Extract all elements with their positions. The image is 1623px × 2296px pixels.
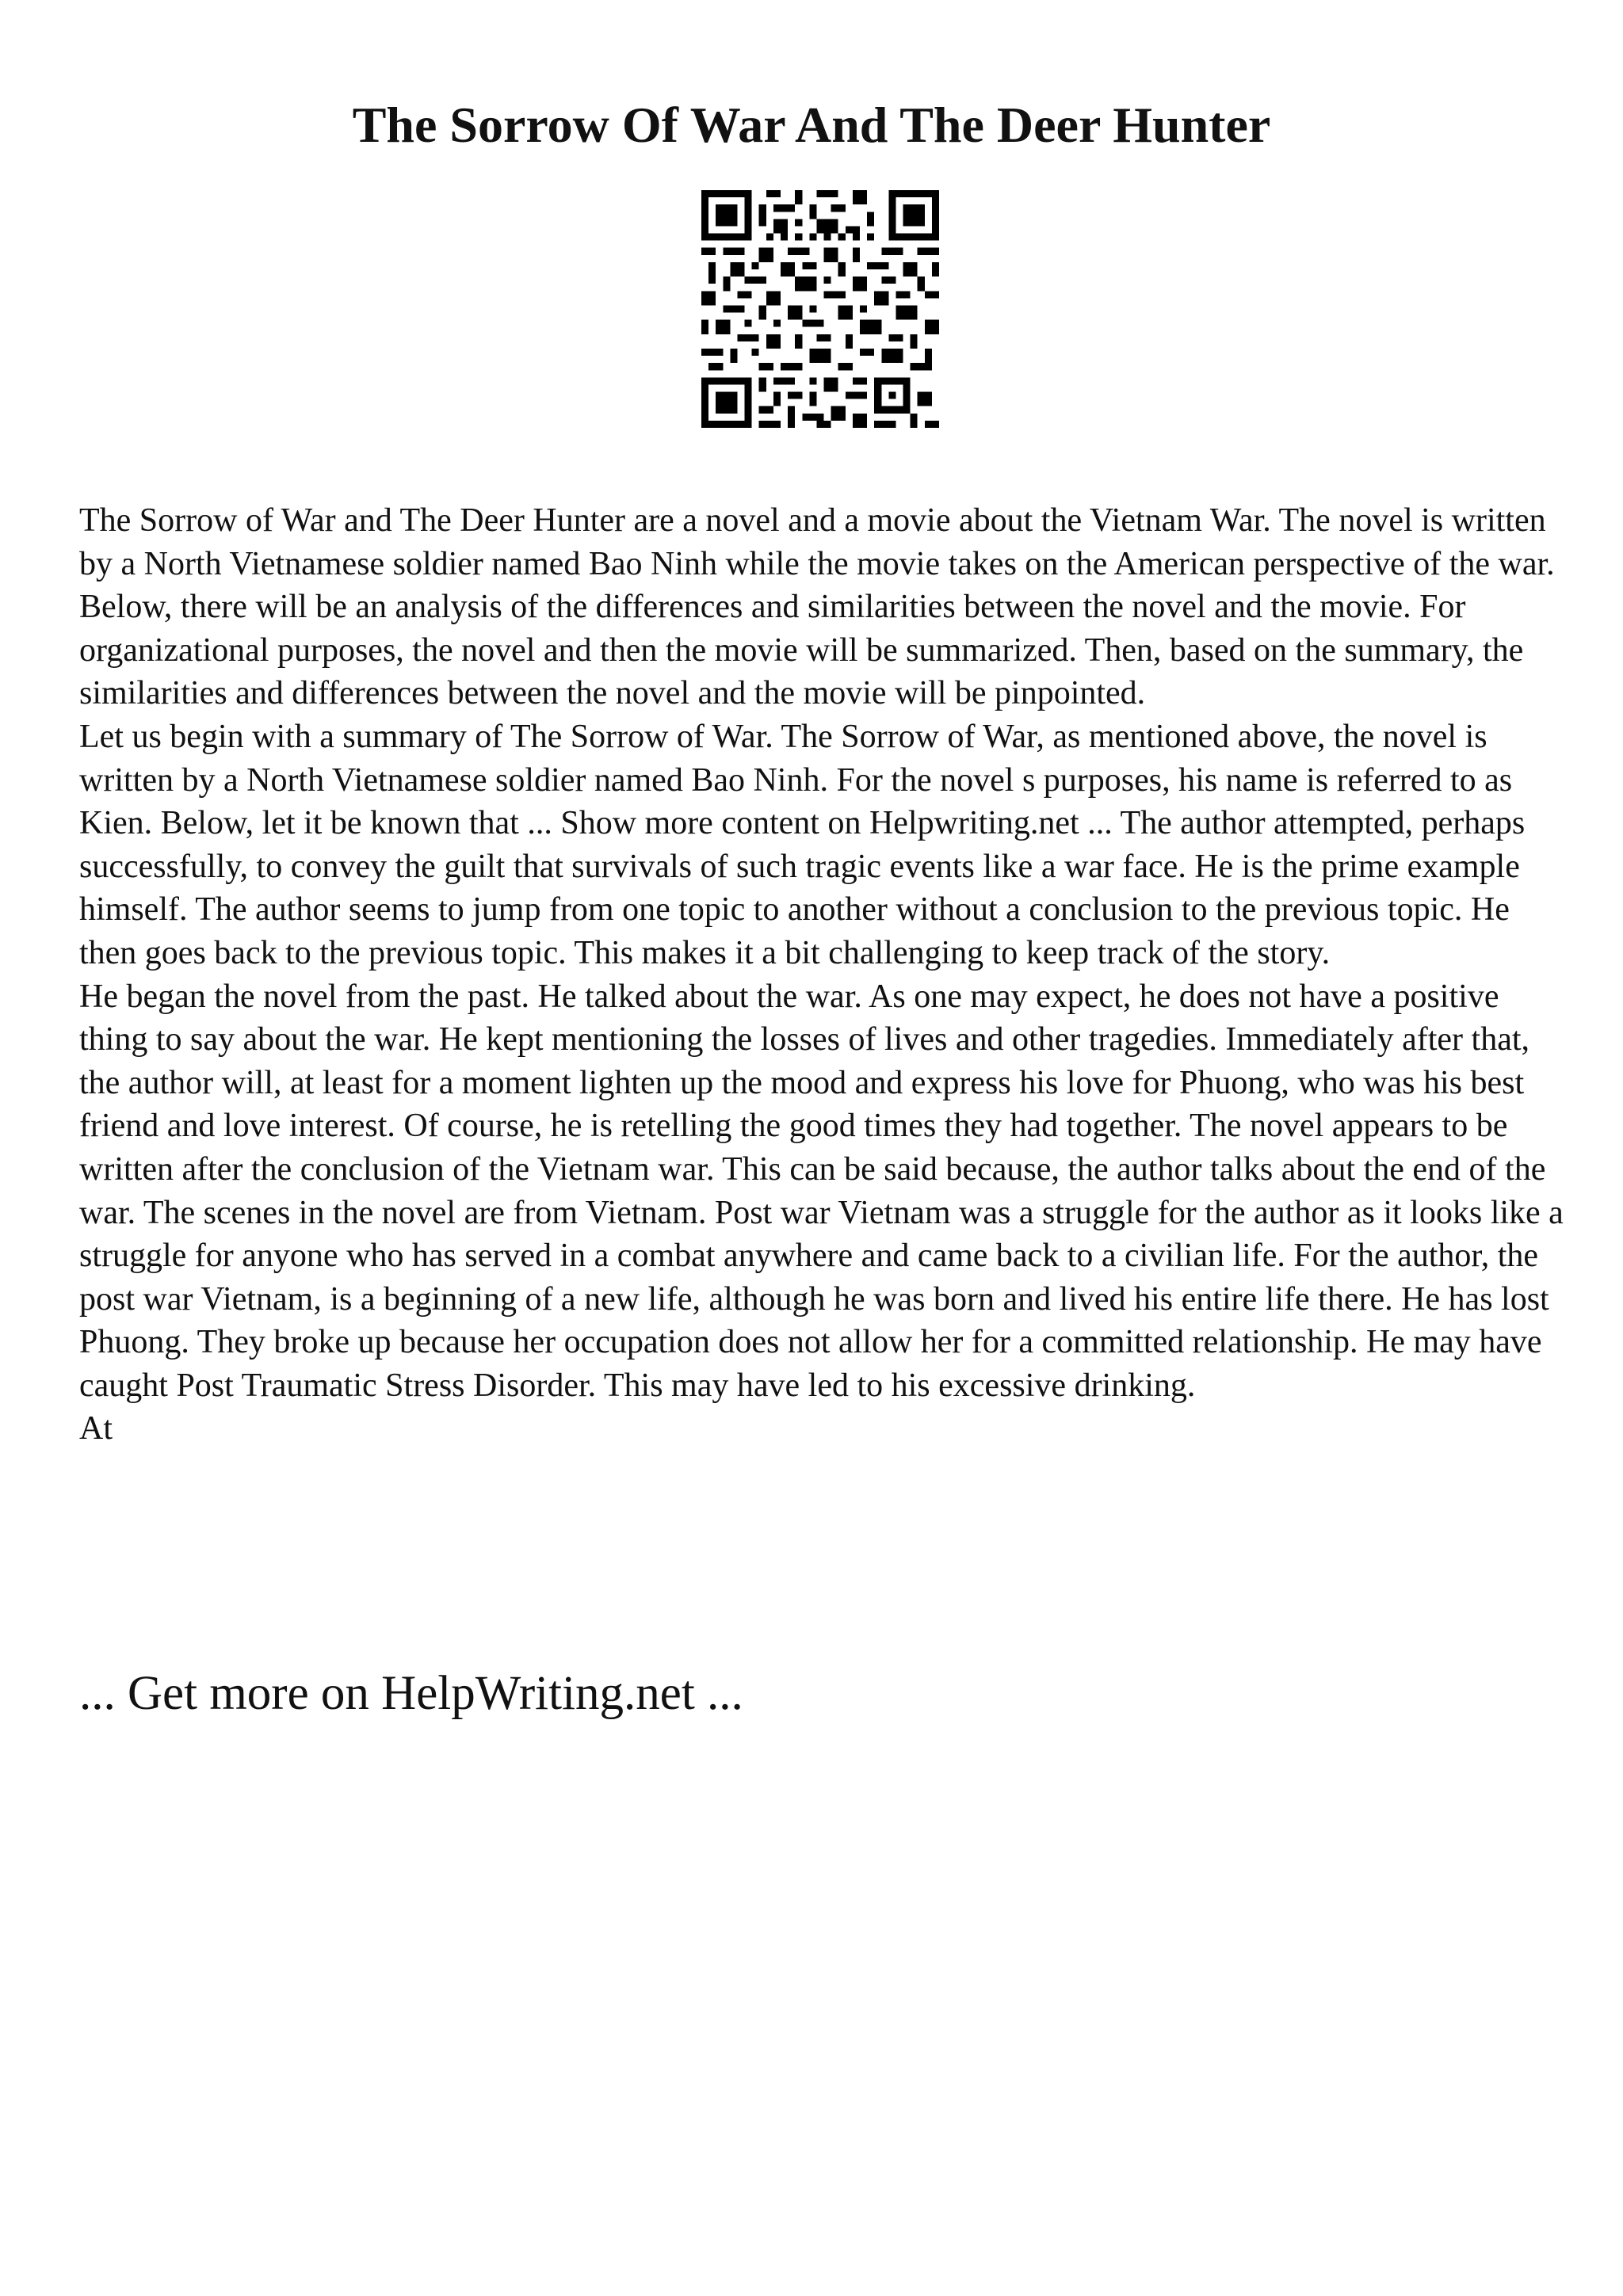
article-body (79, 499, 1569, 1451)
qr-code-icon (701, 190, 939, 428)
get-more-link[interactable]: ... Get more on HelpWriting.net ... (79, 1667, 743, 1720)
document-title: The Sorrow Of War And The Deer Hunter (352, 97, 1271, 153)
paragraph-summary: Let us begin with a summary of The Sorrow of War. The Sorrow of War, as mentioned above, the novel is written by a North Vietnamese soldier named Bao Ninh. For the novel s purposes, his name is referred to as Kien. Below, let it be known that ... Show more content on Helpwriting.net ... The author attempted, perhaps successfully, to convey the guilt that survivals of such tragic events like a war face. He is the prime example himself. The author seems to jump from one topic to another without a conclusion to the previous topic. He then goes back to the previous topic. This makes it a bit challenging to keep track of the story. (79, 718, 1526, 971)
paragraph-truncated: At (79, 1410, 113, 1447)
paragraph-intro: The Sorrow of War and The Deer Hunter are a novel and a movie about the Vietnam War. The novel is written by a North Vietnamese soldier named Bao Ninh while the movie takes on the American perspective of the war. Below, there will be an analysis of the differences and similarities between the novel and the movie. For organizational purposes, the novel and then the movie will be summarized. Then, based on the summary, the similarities and differences between the novel and the movie will be pinpointed. (79, 502, 1555, 712)
paragraph-analysis: He began the novel from the past. He talked about the war. As one may expect, he does not have a positive thing to say about the war. He kept mentioning the losses of lives and other tragedies. Immediately after that, the author will, at least for a moment lighten up the mood and express his love for Phuong, who was his best friend and love interest. Of course, he is retelling the good times they had together. The novel appears to be written after the conclusion of the Vietnam war. This can be said because, the author talks about the end of the war. The scenes in the novel are from Vietnam. Post war Vietnam was a struggle for the author as it looks like a struggle for anyone who has served in a combat anywhere and came back to a civilian life. For the author, the post war Vietnam, is a beginning of a new life, although he was born and lived his entire life there. He has lost Phuong. They broke up because her occupation does not allow her for a committed relationship. He may have caught Post Traumatic Stress Disorder. This may have led to his excessive drinking. (79, 978, 1564, 1404)
